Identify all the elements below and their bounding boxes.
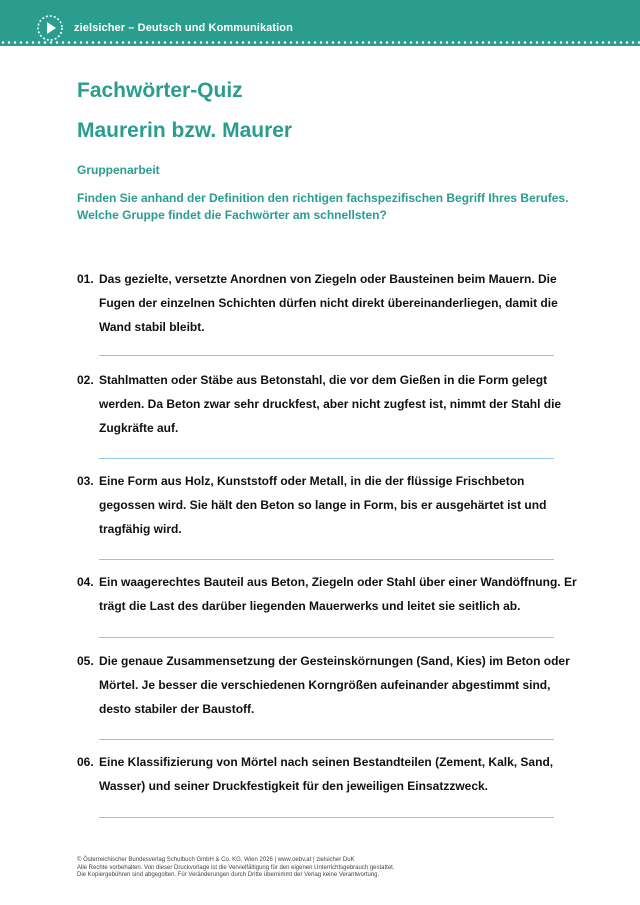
task-instructions: Finden Sie anhand der Definition den richtigen fachspezifischen Begriff Ihres Berufes. Welche Gruppe findet die Fachwörter am schnellsten?: [77, 191, 569, 222]
question-text: Eine Klassifizierung von Mörtel nach seinen Bestandteilen (Zement, Kalk, Sand, Wasser) und seiner Druckfestigkeit für den jeweiligen Einsatzzweck.: [99, 755, 554, 793]
question-number: 04.: [77, 575, 94, 589]
question-text: Ein waagerechtes Bauteil aus Beton, Ziegeln oder Stahl über einer Wandöffnung. Er trägt die Last des darüber liegenden Mauerwerks und leitet sie seitlich ab.: [99, 575, 577, 613]
question-number: 06.: [77, 755, 94, 769]
answer-line[interactable]: [99, 355, 554, 356]
footer-line: Die Kopiergebühren sind abgegolten. Für Veränderungen durch Dritte übernimmt der Verlag keine Verantwortung.: [77, 872, 380, 879]
answer-line[interactable]: [99, 458, 554, 459]
answer-line[interactable]: [99, 559, 554, 560]
header-dotted-border: [0, 40, 640, 50]
question-text: Das gezielte, versetzte Anordnen von Ziegeln oder Bausteinen beim Mauern. Die Fugen der einzelnen Schichten dürfen nicht direkt übereinanderliegen, damit die Wand stabil bleibt.: [99, 272, 558, 334]
page-title-profession: Maurerin bzw. Maurer: [77, 119, 293, 142]
footer-line: © Österreichischer Bundesverlag Schulbuch GmbH & Co. KG, Wien 2026 | www.oebv.at | zielsicher DuK: [77, 857, 355, 863]
question-number: 03.: [77, 474, 94, 488]
task-type: Gruppenarbeit: [77, 163, 160, 177]
copyright-footer: [77, 857, 597, 880]
question-number: 05.: [77, 654, 94, 668]
question-text: Die genaue Zusammensetzung der Gesteinskörnungen (Sand, Kies) im Beton oder Mörtel. Je besser die verschiedenen Korngrößen aufeinander abgestimmt sind, desto stabiler der Baustoff.: [99, 654, 570, 716]
question-text: Stahlmatten oder Stäbe aus Betonstahl, die vor dem Gießen in die Form gelegt werden. Da Beton zwar sehr druckfest, aber nicht zugfest ist, nimmt der Stahl die Zugkräfte auf.: [99, 373, 562, 435]
answer-line[interactable]: [99, 817, 554, 818]
play-logo-icon: [36, 14, 64, 42]
answer-line[interactable]: [99, 739, 554, 740]
question-text: Eine Form aus Holz, Kunststoff oder Metall, in die der flüssige Frischbeton gegossen wird. Sie hält den Beton so lange in Form, bis er ausgehärtet ist und tragfähig wird.: [99, 474, 547, 536]
answer-line[interactable]: [99, 637, 554, 638]
question-number: 01.: [77, 272, 94, 286]
page-title: Fachwörter-Quiz: [77, 79, 243, 102]
question-number: 02.: [77, 373, 94, 387]
footer-line: Alle Rechte vorbehalten. Von dieser Druckvorlage ist die Vervielfältigung für den eigenen Unterrichtsgebrauch gestattet.: [77, 864, 395, 871]
brand-name: zielsicher – Deutsch und Kommunikation: [74, 22, 293, 34]
